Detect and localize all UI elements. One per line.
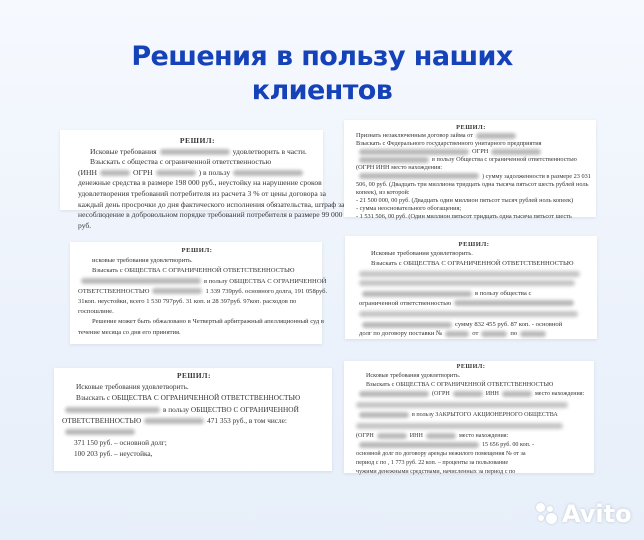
decision-heading: РЕШИЛ: [456, 364, 486, 370]
decision-line: госпошлине. [78, 308, 114, 316]
decision-line: Решение может быть обжаловано в Четвертый арбитражный апелляционный суд в [92, 318, 325, 326]
court-decision-excerpt-5 [54, 368, 332, 471]
decision-line: в пользу ОБЩЕСТВО С ОГРАНИЧЕННОЙ [62, 404, 326, 415]
decision-line: Взыскать с Федерального государственного унитарного предприятия [356, 140, 542, 148]
decision-line: - сумма неосновательного обогащения; [356, 204, 462, 212]
decision-line: Исковые требования удовлетворить в части. [90, 146, 307, 156]
decision-line: 100 203 руб. – неустойка, [74, 449, 153, 459]
decision-line: несоблюдение в добровольном порядке требований потребителя в размере 99 000 [78, 210, 343, 220]
avito-watermark [536, 500, 632, 528]
decision-line: копеек), из которой: [356, 188, 410, 196]
court-decision-excerpt-3 [70, 242, 328, 344]
decision-line: Взыскать с ОБЩЕСТВА С ОГРАНИЧЕННОЙ ОТВЕТСТВЕННОСТЬЮ [366, 382, 554, 388]
decision-line: каждый день просрочки до дня фактического исполнения обязательства, штраф за [78, 199, 345, 209]
avito-logo-icon [536, 503, 558, 525]
decision-line: денежные средства в размере 198 000 руб., неустойку на нарушение сроков [78, 178, 322, 188]
court-decision-excerpt-6 [344, 361, 594, 473]
decision-line: чужими денежными средствами, начисленных за период с по [356, 469, 516, 475]
decision-line: 15 656 руб. 00 коп. - [356, 441, 586, 450]
headline-line-2: клиентов [251, 75, 393, 106]
decision-line: в пользу Общества с ограниченной ответственностью [356, 156, 586, 164]
decision-heading: РЕШИЛ: [456, 124, 486, 131]
redacted-line [359, 271, 580, 277]
decision-line: сумму 832 455 руб. 87 коп. - основной [359, 320, 589, 329]
redacted-line [356, 402, 568, 408]
decision-line: период с по , 1 773 руб. 22 коп. – проценты за пользование [356, 460, 509, 466]
decision-line: (ОГРН ИНН место нахождения: [356, 433, 509, 439]
decision-line: Исковые требования удовлетворить. [371, 250, 473, 258]
decision-line: Взыскать с общества с ограниченной ответственностью [90, 157, 272, 167]
decision-line: Признать незаключенным договор займа от [356, 132, 586, 140]
decision-line: основной долг по договору аренды нежилого помещения № от за [356, 451, 526, 457]
decision-line: - 21 500 000, 00 руб. (Двадцать один миллион пятьсот тысяч рублей ноль копеек) [356, 196, 574, 204]
decision-line: 371 150 руб. – основной долг; [74, 438, 167, 448]
decision-line: ОТВЕТСТВЕННОСТЬЮ 1 339 739руб. основного долга, 191 058руб. [78, 287, 328, 295]
decision-line: в пользу ОБЩЕСТВА С ОГРАНИЧЕННОЙ [78, 277, 316, 287]
headline-line-1: Решения в пользу наших [131, 41, 513, 72]
decision-heading: РЕШИЛ: [177, 371, 211, 380]
court-decision-excerpt-4 [345, 236, 597, 339]
watermark-text: Avito [562, 500, 632, 528]
decision-heading: РЕШИЛ: [458, 241, 490, 248]
decision-line: 31коп. неустойки, всего 1 530 797руб. 31 коп. и 28 397руб. 97коп. расходов по [78, 298, 297, 306]
decision-line: течение месяца со дня его принятия. [78, 328, 181, 336]
decision-line: ОГРН [356, 148, 586, 156]
decision-line: в пользу ЗАКРЫТОГО АКЦИОНЕРНОГО ОБЩЕСТВА [356, 411, 586, 420]
decision-line: (ОГРН ИНН место нахождения: [356, 390, 586, 399]
decision-line: руб. [78, 220, 92, 230]
page-headline [0, 40, 644, 108]
redacted-line [356, 423, 563, 429]
decision-line: Исковые требования удовлетворить. [366, 373, 461, 379]
decision-heading: РЕШИЛ: [179, 136, 216, 145]
decision-line: 506, 00 руб. (Двадцать три миллиона тридцать одна тысяча пятьсот шесть рублей ноль [356, 180, 589, 188]
decision-line: исковые требования удовлетворить. [92, 257, 193, 265]
decision-line: удовлетворения требований потребителя из расчета 3 % от цены договора за [78, 188, 326, 198]
decision-line: - 1 531 506, 00 руб. (Один миллион пятьсот тридцать одна тысяча пятьсот шесть [356, 213, 572, 221]
decision-heading: РЕШИЛ: [181, 247, 213, 254]
decision-line: Взыскать с ОБЩЕСТВА С ОГРАНИЧЕННОЙ ОТВЕТСТВЕННОСТЬЮ [371, 259, 574, 267]
court-decision-excerpt-1 [60, 130, 345, 230]
court-decision-excerpt-2 [344, 120, 596, 221]
decision-line: Исковые требования удовлетворить. [76, 382, 189, 392]
decision-line: в пользу общества с [359, 289, 589, 298]
redacted-line [359, 311, 578, 317]
decision-line: ограниченной ответственностью [359, 299, 589, 308]
decision-line: Взыскать с ОБЩЕСТВА С ОГРАНИЧЕННОЙ ОТВЕТСТВЕННОСТЬЮ [76, 393, 301, 403]
decision-line: (ИНН ОГРН ) в пользу [78, 168, 317, 179]
decision-line: ОТВЕТСТВЕННОСТЬЮ 471 353 руб., в том числе: [62, 415, 287, 425]
redacted-line [62, 426, 326, 437]
decision-line: Взыскать с ОБЩЕСТВА С ОГРАНИЧЕННОЙ ОТВЕТСТВЕННОСТЬЮ [92, 267, 295, 275]
decision-line: ) сумму задолженности в размере 23 031 [356, 173, 586, 181]
decision-line: долг по договору поставки № от по [359, 329, 589, 338]
redacted-line [359, 280, 575, 286]
decision-line: (ОГРН ИНН место нахождения: [356, 164, 443, 172]
